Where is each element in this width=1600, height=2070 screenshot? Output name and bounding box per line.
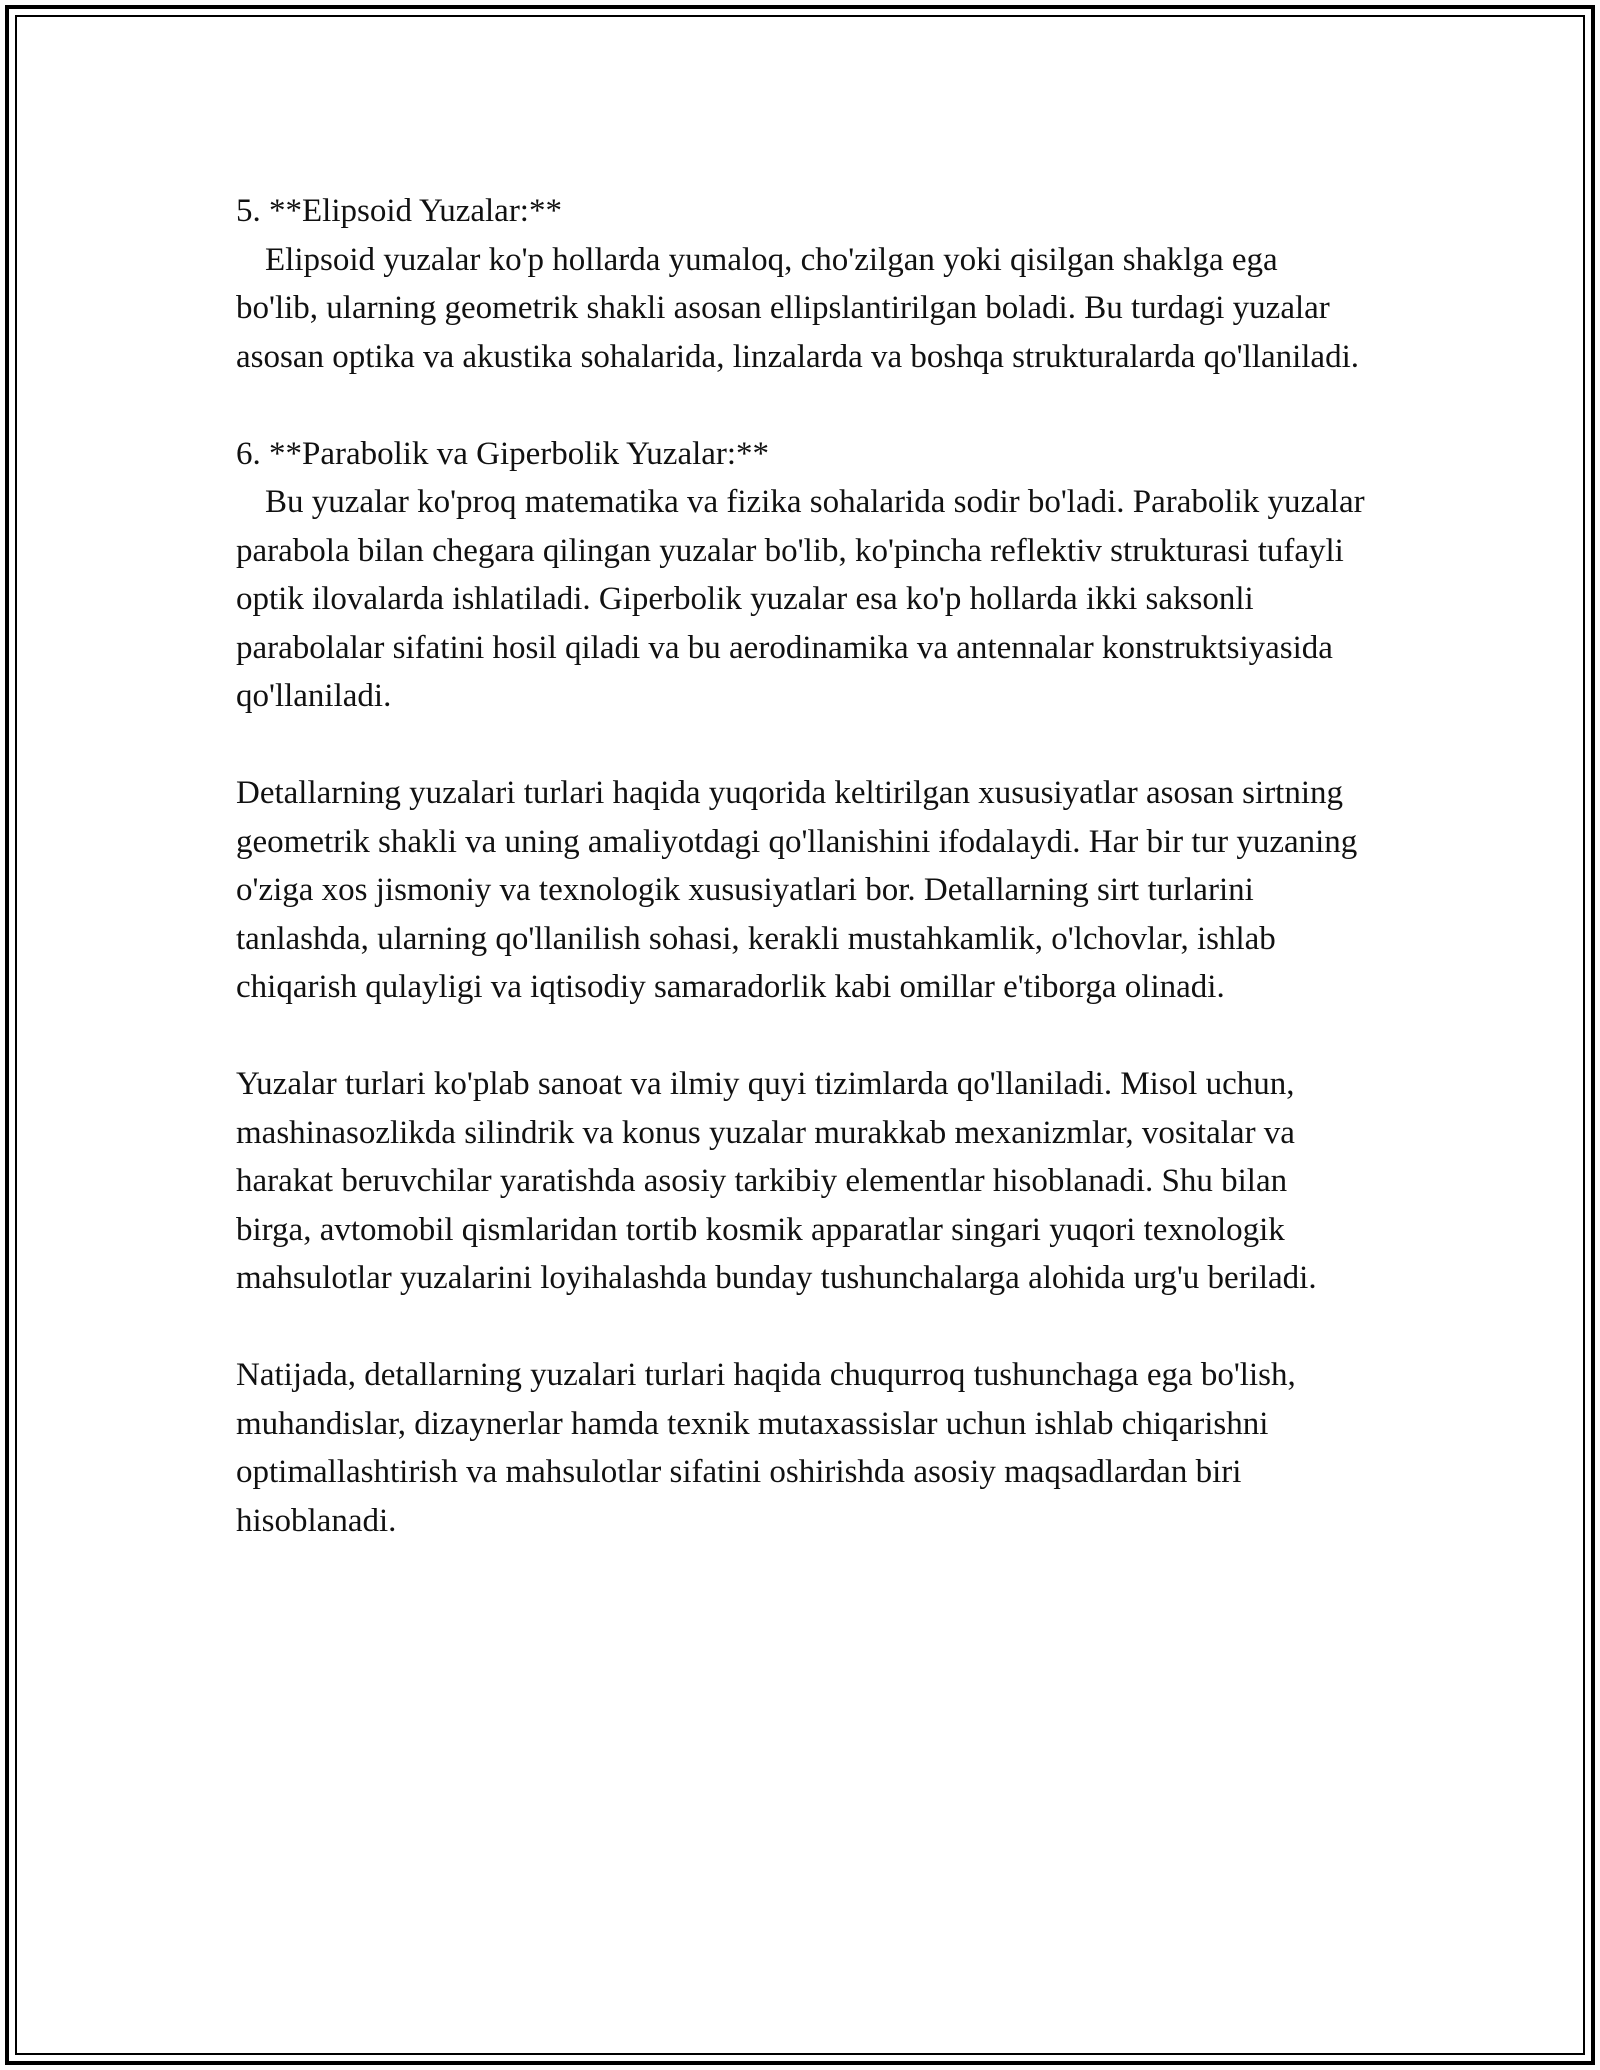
section-heading: 6. **Parabolik va Giperbolik Yuzalar:**: [236, 435, 770, 472]
section-parabolik-giperbolik: [236, 430, 1366, 721]
paragraph-text: Yuzalar turlari ko'plab sanoat va ilmiy quyi tizimlarda qo'llaniladi. Misol uchun, mashinasozlikda silindrik va konus yuzalar murakkab mexanizmlar, vositalar va harakat beruvchilar yaratishda asosiy tarkibiy elementlar hisoblanadi. Shu bilan birga, avtomobil qismlaridan tortib kosmik apparatlar singari yuqori texnologik mahsulotlar yuzalarini loyihalashda bunday tushunchalarga alohida urg'u beriladi.: [236, 1066, 1317, 1296]
section-heading: 5. **Elipsoid Yuzalar:**: [236, 193, 562, 229]
section-elipsoid: [236, 187, 1366, 381]
paragraph-conclusion: [236, 1351, 1366, 1545]
document-body: [236, 187, 1366, 1594]
paragraph-text: Detallarning yuzalari turlari haqida yuqorida keltirilgan xususiyatlar asosan sirtning geometrik shakli va uning amaliyotdagi qo'llanishini ifodalaydi. Har bir tur yuzaning o'ziga xos jismoniy va texnologik xususiyatlari bor. Detallarning sirt turlarini tanlashda, ularning qo'llanilish sohasi, kerakli mustahkamlik, o'lchovlar, ishlab chiqarish qulayligi va iqtisodiy samaradorlik kabi omillar e'tiborga olinadi.: [236, 775, 1358, 1005]
paragraph-applications: [236, 1060, 1366, 1303]
paragraph-text: Natijada, detallarning yuzalari turlari haqida chuqurroq tushunchaga ega bo'lish, muhandislar, dizaynerlar hamda texnik mutaxassislar uchun ishlab chiqarishni optimallashtirish va mahsulotlar sifatini oshirishda asosiy maqsadlardan biri hisoblanadi.: [236, 1357, 1296, 1539]
paragraph-summary: [236, 769, 1366, 1012]
section-body: Bu yuzalar ko'proq matematika va fizika sohalarida sodir bo'ladi. Parabolik yuzalar parabola bilan chegara qilingan yuzalar bo'lib, ko'pincha reflektiv strukturasi tufayli optik ilovalarda ishlatiladi. Giperbolik yuzalar esa ko'p hollarda ikki saksonli parabolalar sifatini hosil qiladi va bu aerodinamika va antennalar konstruktsiyasida qo'llaniladi.: [236, 484, 1365, 714]
section-body: Elipsoid yuzalar ko'p hollarda yumaloq, cho'zilgan yoki qisilgan shaklga ega bo'lib, ularning geometrik shakli asosan ellipslantirilgan boladi. Bu turdagi yuzalar asosan optika va akustika sohalarida, linzalarda va boshqa strukturalarda qo'llaniladi.: [236, 241, 1359, 375]
